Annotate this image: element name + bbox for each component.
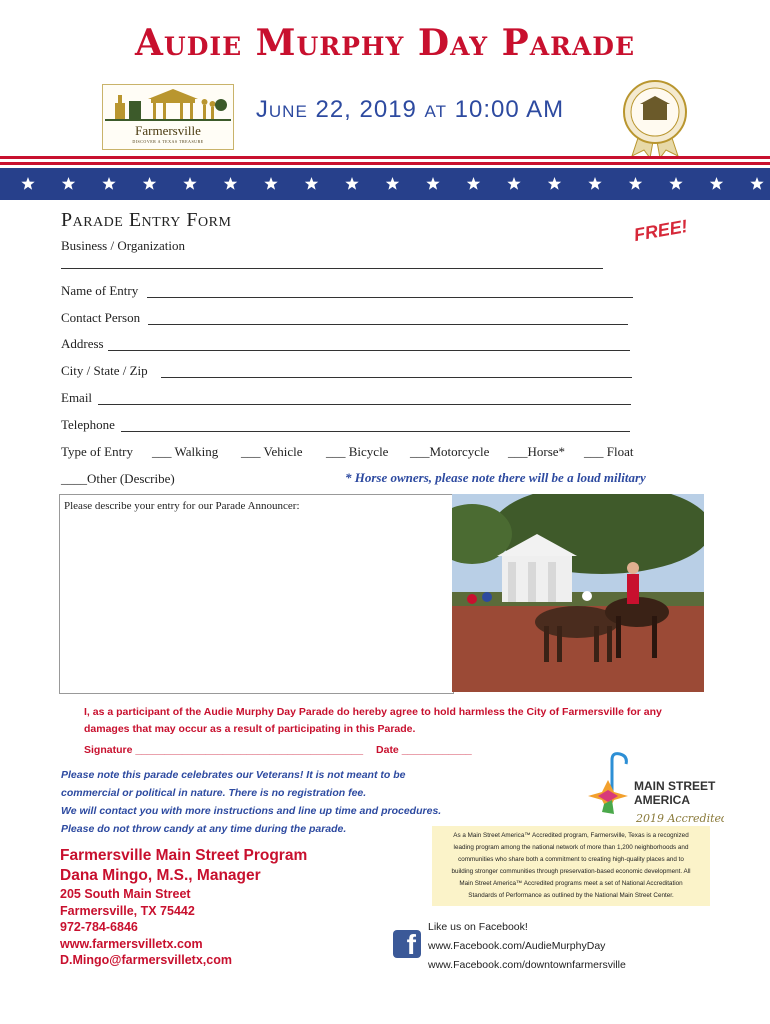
msa-line1: MAIN STREET	[634, 779, 716, 793]
signature-row	[84, 744, 472, 756]
accreditation-line: leading program among the national network of more than 1,200 neighborhoods and	[453, 844, 689, 851]
entry-description-label: Please describe your entry for our Parade Announcer:	[64, 500, 300, 512]
entry-type-horse[interactable]: ___Horse*	[508, 444, 566, 459]
facebook-link-audie[interactable]: www.Facebook.com/AudieMurphyDay	[428, 940, 606, 952]
entry-type-bicycle[interactable]: ___ Bicycle	[326, 444, 389, 459]
page-title: Audie Murphy Day Parade	[134, 22, 636, 64]
logo-town-name: Farmersville	[135, 123, 201, 138]
business-label: Business / Organization	[61, 238, 185, 253]
town-skyline-icon	[103, 85, 233, 125]
telephone-input[interactable]	[121, 431, 630, 432]
seal-icon	[618, 76, 692, 158]
entry-description-box[interactable]	[59, 494, 454, 694]
email-input[interactable]	[98, 404, 631, 405]
accreditation-line: communities who share both a commitment to creating high-quality places and to	[458, 856, 684, 863]
name-of-entry-input[interactable]	[147, 297, 633, 298]
facebook-like-text: Like us on Facebook!	[428, 921, 528, 933]
free-badge: FREE!	[632, 215, 690, 246]
waiver-text: I, as a participant of the Audie Murphy Day Parade do hereby agree to hold harmless the City of Farmersville for any damages that may occur as a result of participating in this Parade.	[84, 706, 662, 735]
contact-person-label: Contact Person	[61, 310, 141, 325]
facebook-icon[interactable]: f	[393, 930, 421, 958]
accreditation-line: building stronger communities through preservation-based economic development. All	[451, 868, 691, 875]
accreditation-box	[432, 826, 710, 906]
entry-type-float[interactable]: ___ Float	[584, 444, 634, 459]
city-state-zip-label: City / State / Zip	[61, 363, 148, 378]
contact-city: Farmersville, TX 75442	[60, 903, 195, 918]
entry-type-motorcycle[interactable]: ___Motorcycle	[410, 444, 490, 459]
city-state-zip-input[interactable]	[161, 377, 632, 378]
logo-tagline: DISCOVER A TEXAS TREASURE	[132, 139, 204, 144]
business-input[interactable]	[61, 268, 603, 269]
msa-line2: AMERICA	[634, 793, 690, 807]
horse-owner-note: * Horse owners, please note there will be a loud military	[345, 470, 646, 485]
msa-line3: 2019 Accredited	[636, 812, 724, 825]
telephone-label: Telephone	[61, 417, 115, 432]
event-date: June 22, 2019 at 10:00 AM	[255, 96, 565, 123]
main-street-america-logo	[584, 752, 724, 832]
contact-street: 205 South Main Street	[60, 887, 191, 901]
parade-note-4: Please do not throw candy at any time during the parade.	[61, 823, 347, 835]
contact-phone: 972-784-6846	[60, 920, 138, 934]
main-street-seal	[618, 76, 692, 158]
accreditation-line: Standards of Performance as outlined by the National Main Street Center.	[468, 892, 674, 899]
parade-note-3: We will contact you with more instructions and line up time and procedures.	[61, 805, 442, 817]
entry-type-label: Type of Entry	[61, 444, 134, 459]
contact-org: Farmersville Main Street Program	[60, 847, 308, 864]
email-label: Email	[61, 390, 93, 405]
parade-note-2: commercial or political in nature. There is no registration fee.	[61, 787, 367, 799]
patriotic-banner	[0, 156, 770, 200]
star-lamp-icon	[584, 752, 724, 832]
date-field[interactable]: Date ____________	[376, 744, 472, 756]
entry-type-walking[interactable]: ___ Walking	[152, 444, 219, 459]
form-title: Parade Entry Form	[61, 209, 232, 231]
name-of-entry-label: Name of Entry	[61, 283, 139, 298]
contact-person-input[interactable]	[148, 324, 628, 325]
address-input[interactable]	[108, 350, 630, 351]
contact-email[interactable]: D.Mingo@farmersvilletx,com	[60, 953, 232, 967]
facebook-links	[428, 918, 626, 975]
contact-website[interactable]: www.farmersvilletx.com	[60, 936, 203, 951]
facebook-link-downtown[interactable]: www.Facebook.com/downtownfarmersville	[428, 959, 626, 971]
parade-note-1: Please note this parade celebrates our Veterans! It is not meant to be	[61, 769, 406, 781]
accreditation-line: As a Main Street America™ Accredited program, Farmersville, Texas is a recognized	[453, 832, 689, 839]
contact-manager: Dana Mingo, M.S., Manager	[60, 867, 261, 884]
farmersville-logo	[102, 84, 234, 150]
contact-block	[60, 846, 307, 969]
accreditation-line: Main Street America™ Accredited programs meet a set of National Accreditation	[459, 880, 683, 887]
parade-photo	[452, 494, 704, 692]
entry-type-other[interactable]: ____Other (Describe)	[61, 471, 175, 486]
entry-type-vehicle[interactable]: ___ Vehicle	[241, 444, 303, 459]
signature-field[interactable]: Signature _______________________________________	[84, 744, 364, 756]
address-label: Address	[61, 336, 104, 351]
